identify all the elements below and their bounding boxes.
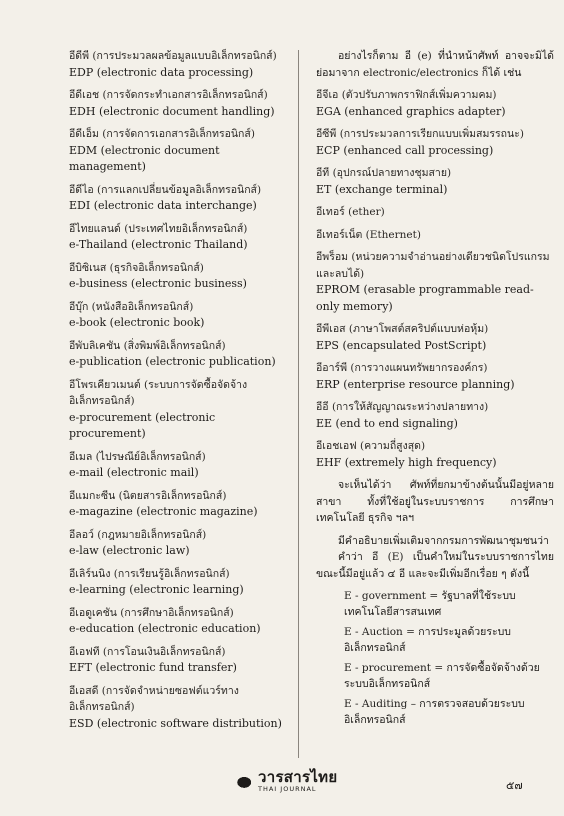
logo-subtitle: THAI JOURNAL [258, 785, 317, 793]
english-term: EFT (electronic fund transfer) [69, 661, 237, 674]
right-entry [316, 360, 554, 393]
left-entry [69, 299, 287, 332]
thai-term: อีดีไอ (การแลกเปลี่ยนข้อมูลอิเล็กทรอนิกส์) [69, 183, 262, 196]
right-entry [316, 126, 554, 159]
e-term: E - Auction [344, 626, 403, 638]
logo-mark-icon [237, 774, 255, 788]
english-term: e-education (electronic education) [69, 622, 261, 635]
english-term: EHF (extremely high frequency) [316, 455, 497, 469]
english-term: EDP (electronic data processing) [69, 65, 254, 79]
thai-term: อีเอชเอฟ (ความถี่สูงสุด) [316, 440, 426, 452]
english-term: EPS (encapsulated PostScript) [316, 338, 487, 352]
thai-term: อีเมล (ไปรษณีย์อิเล็กทรอนิกส์) [69, 450, 206, 463]
english-term: EE (end to end signaling) [316, 416, 458, 430]
right-intro-paragraph: อย่างไรก็ตาม อี (e) ที่นำหน้าศัพท์ อาจจะมิได้ย่อมาจาก electronic/electronics ก็ได้ เช่น [316, 50, 554, 79]
english-term: ET (exchange terminal) [316, 182, 448, 196]
left-column [69, 48, 287, 738]
e-term: E - government [344, 590, 427, 602]
journal-logo [237, 770, 337, 800]
thai-term: อีจีเอ (ตัวปรับภาพกราฟิกส์เพิ่มความคม) [316, 89, 497, 101]
right-column [316, 48, 554, 732]
thai-term: อีเอสดี (การจัดจำหน่ายซอฟต์แวร์ทางอิเล็กทรอนิกส์) [69, 684, 239, 713]
left-entry [69, 527, 287, 560]
left-entry [69, 48, 287, 81]
left-entry [69, 644, 287, 677]
thai-term: อีบุ๊ก (หนังสืออิเล็กทรอนิกส์) [69, 300, 194, 313]
english-term: EPROM (erasable programmable read-only memory) [316, 283, 534, 313]
left-entry [69, 683, 287, 733]
english-term: ERP (enterprise resource planning) [316, 377, 515, 391]
left-entry [69, 488, 287, 521]
right-entry [316, 204, 554, 221]
english-term: EDI (electronic data interchange) [69, 199, 257, 212]
english-term: e-magazine (electronic magazine) [69, 505, 258, 518]
e-term-definition: = การประมูลด้วยระบบอิเล็กทรอนิกส์ [344, 626, 511, 654]
e-term-item [316, 660, 554, 692]
explanation-paragraph-a: มีคำอธิบายเพิ่มเติมจากกรมการพัฒนาชุมชนว่า [338, 534, 549, 547]
e-term-definition: = การจัดซื้อจัดจ้างด้วยระบบอิเล็กทรอนิกส์ [344, 662, 540, 690]
left-entry [69, 377, 287, 443]
english-term: EDM (electronic document management) [69, 143, 220, 173]
e-term-item [316, 588, 554, 620]
page-footer [0, 770, 564, 800]
thai-term: อีดีเอ็ม (การจัดการเอกสารอิเล็กทรอนิกส์) [69, 128, 255, 140]
right-entry [316, 438, 554, 471]
e-term-definition: = รัฐบาลที่ใช้ระบบเทคโนโลยีสารสนเทศ [344, 590, 516, 618]
thai-term: อีเทอร์ (ether) [316, 206, 385, 218]
page-number: ๕๗ [506, 779, 523, 792]
left-entry [69, 449, 287, 482]
english-term: e-learning (electronic learning) [69, 583, 244, 596]
e-term-definition: – การตรวจสอบด้วยระบบอิเล็กทรอนิกส์ [344, 698, 525, 726]
e-term: E - Auditing [344, 698, 408, 710]
left-entry [69, 87, 287, 120]
right-entry [316, 87, 554, 120]
left-entry [69, 126, 287, 176]
e-term: E - procurement [344, 662, 431, 674]
right-entry-list [316, 87, 554, 471]
left-entry [69, 260, 287, 293]
thai-term: อีบิซิเนส (ธุรกิจอิเล็กทรอนิกส์) [69, 261, 204, 274]
thai-term: อีเอฟที (การโอนเงินอิเล็กทรอนิกส์) [69, 645, 226, 658]
right-entry [316, 321, 554, 354]
thai-term: อีพับลิเคชัน (สิ่งพิมพ์อิเล็กทรอนิกส์) [69, 339, 226, 352]
english-term: e-book (electronic book) [69, 316, 205, 329]
english-term: EGA (enhanced graphics adapter) [316, 104, 506, 118]
thai-term: อีที (อุปกรณ์ปลายทางชุมสาย) [316, 167, 452, 179]
english-term: e-business (electronic business) [69, 277, 247, 290]
thai-term: อีพร็อม (หน่วยความจำอ่านอย่างเดียวชนิดโปรแกรมและลบได้) [316, 251, 550, 280]
left-entry [69, 221, 287, 254]
thai-term: อีโพรเคียวเมนต์ (ระบบการจัดซื้อจัดจ้างอิเล็กทรอนิกส์) [69, 378, 248, 407]
right-entry [316, 165, 554, 198]
english-term: e-publication (electronic publication) [69, 355, 276, 368]
right-entry [316, 249, 554, 315]
thai-term: อีเทอร์เน็ต (Ethernet) [316, 228, 421, 241]
thai-term: อีอี (การให้สัญญาณระหว่างปลายทาง) [316, 401, 489, 413]
summary-paragraph: จะเห็นได้ว่า ศัพท์ที่ยกมาข้างต้นนั้นมีอยู่หลายสาขา ทั้งที่ใช้อยู่ในระบบราชการ การศึกษา เทคโนโลยี ธุรกิจ ฯลฯ [316, 479, 554, 524]
thai-term: อีลอว์ (กฎหมายอิเล็กทรอนิกส์) [69, 528, 207, 541]
column-divider [298, 50, 299, 758]
left-entry [69, 605, 287, 638]
english-term: e-Thailand (electronic Thailand) [69, 238, 248, 251]
left-entry [69, 566, 287, 599]
english-term: e-law (electronic law) [69, 544, 190, 557]
e-term-item [316, 696, 554, 728]
english-term: ESD (electronic software distribution) [69, 716, 282, 730]
thai-term: อีแมกะซีน (นิตยสารอิเล็กทรอนิกส์) [69, 489, 227, 502]
right-entry [316, 227, 554, 244]
explanation-paragraph-b: คำว่า อี (E) เป็นคำใหม่ในระบบราชการไทย ขณะนี้มีอยู่แล้ว ๔ อี และจะมีเพิ่มอีกเรื่อย ๆ ดังนี้ [316, 551, 554, 580]
thai-term: อีดีพี (การประมวลผลข้อมูลแบบอิเล็กทรอนิกส์) [69, 50, 277, 62]
e-term-item [316, 624, 554, 656]
english-term: EDH (electronic document handling) [69, 104, 275, 118]
thai-term: อีเลิร์นนิง (การเรียนรู้อิเล็กทรอนิกส์) [69, 567, 230, 580]
english-term: e-mail (electronic mail) [69, 466, 199, 479]
e-term-list [316, 588, 554, 728]
left-entry [69, 182, 287, 215]
right-entry [316, 399, 554, 432]
thai-term: อีซีพี (การประมวลการเรียกแบบเพิ่มสมรรถนะ) [316, 128, 524, 140]
thai-term: อีอาร์พี (การวางแผนทรัพยากรองค์กร) [316, 362, 488, 374]
thai-term: อีพีเอส (ภาษาโพสต์สคริปต์แบบห่อหุ้ม) [316, 323, 489, 335]
thai-term: อีไทยแลนด์ (ประเทศไทยอิเล็กทรอนิกส์) [69, 222, 248, 235]
thai-term: อีเอดูเคชัน (การศึกษาอิเล็กทรอนิกส์) [69, 606, 234, 619]
english-term: ECP (enhanced call processing) [316, 143, 494, 157]
thai-term: อีดีเอช (การจัดกระทำเอกสารอิเล็กทรอนิกส์) [69, 89, 268, 101]
logo-title: วารสารไทย [258, 768, 338, 786]
left-entry [69, 338, 287, 371]
english-term: e-procurement (electronic procurement) [69, 410, 216, 440]
